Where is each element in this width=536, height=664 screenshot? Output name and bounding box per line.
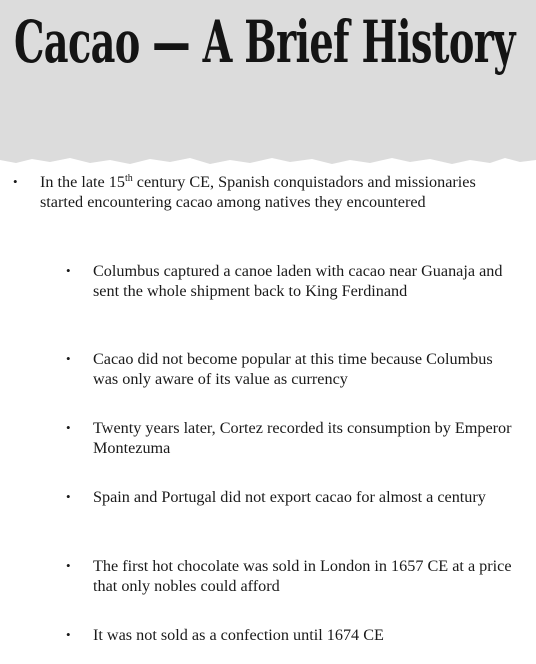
bullet-dot-icon: • <box>66 489 71 504</box>
page-title: Cacao — A Brief History <box>14 8 515 76</box>
bullet-text: Columbus captured a canoe laden with cacao near Guanaja and sent the whole shipment back to King Ferdinand <box>93 262 503 300</box>
list-item <box>66 418 518 458</box>
list-item <box>66 349 518 389</box>
bullet-text: Twenty years later, Cortez recorded its consumption by Emperor Montezuma <box>93 419 512 457</box>
title-band <box>0 0 536 168</box>
list-item <box>66 625 518 645</box>
bullet-text: It was not sold as a confection until 1674 CE <box>93 626 384 644</box>
list-item <box>13 172 510 212</box>
bullet-dot-icon: • <box>13 174 18 189</box>
bullet-text: Cacao did not become popular at this time because Columbus was only aware of its value as currency <box>93 350 493 388</box>
list-item <box>66 261 518 301</box>
bullet-dot-icon: • <box>66 627 71 642</box>
list-item <box>66 556 518 596</box>
bullet-text: In the late 15th century CE, Spanish conquistadors and missionaries started encountering cacao among natives they encountered <box>40 173 476 211</box>
bullet-dot-icon: • <box>66 263 71 278</box>
bullet-dot-icon: • <box>66 351 71 366</box>
bullet-dot-icon: • <box>66 420 71 435</box>
bullet-text: Spain and Portugal did not export cacao for almost a century <box>93 488 486 506</box>
list-item <box>66 487 518 507</box>
bullet-dot-icon: • <box>66 558 71 573</box>
bullet-text: The first hot chocolate was sold in London in 1657 CE at a price that only nobles could afford <box>93 557 512 595</box>
